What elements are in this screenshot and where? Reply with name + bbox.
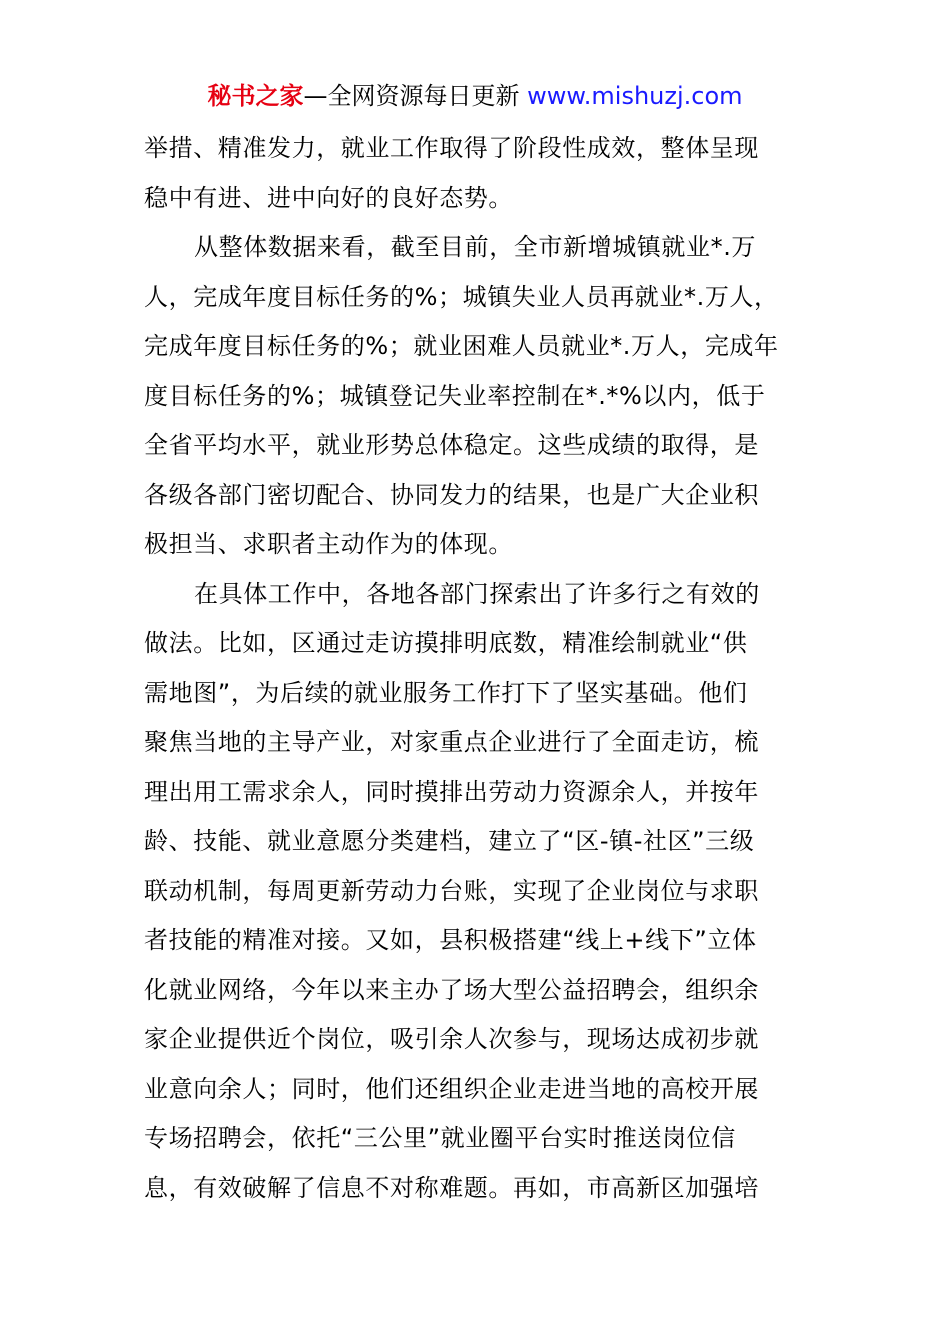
text-line: 理出用工需求余人，同时摸排出劳动力资源余人，并按年 bbox=[144, 777, 759, 806]
text-line: 需地图”，为后续的就业服务工作打下了坚实基础。他们 bbox=[144, 678, 748, 707]
text-line: 各级各部门密切配合、协同发力的结果，也是广大企业积 bbox=[144, 480, 759, 509]
text-line: 化就业网络，今年以来主办了场大型公益招聘会，组织余 bbox=[144, 975, 759, 1004]
text-line: 家企业提供近个岗位，吸引余人次参与，现场达成初步就 bbox=[144, 1025, 759, 1053]
text-line: 龄、技能、就业意愿分类建档，建立了“区-镇-社区”三级 bbox=[144, 827, 755, 855]
text-line: 息，有效破解了信息不对称难题。再如，市高新区加强培 bbox=[144, 1173, 759, 1202]
text-line: 人，完成年度目标任务的%；城镇失业人员再就业*.万人， bbox=[144, 282, 779, 311]
site-slogan: —全网资源每日更新 bbox=[303, 82, 528, 110]
site-header bbox=[0, 80, 950, 112]
text-line: 业意向余人；同时，他们还组织企业走进当地的高校开展 bbox=[144, 1074, 759, 1103]
paragraph-start-line: 从整体数据来看，截至目前，全市新增城镇就业*.万 bbox=[194, 233, 757, 261]
paragraph-start-line: 在具体工作中，各地各部门探索出了许多行之有效的 bbox=[194, 579, 760, 608]
text-line: 做法。比如，区通过走访摸排明底数，精准绘制就业“供 bbox=[144, 629, 748, 657]
text-line: 者技能的精准对接。又如，县积极搭建“线上+线下”立体 bbox=[144, 926, 757, 954]
text-line: 完成年度目标任务的%；就业困难人员就业*.万人，完成年 bbox=[144, 332, 779, 360]
text-line: 专场招聘会，依托“三公里”就业圈平台实时推送岗位信 bbox=[144, 1124, 736, 1152]
site-url-link[interactable]: www.mishuzj.com bbox=[527, 82, 743, 110]
text-line: 度目标任务的%；城镇登记失业率控制在*.*%以内，低于 bbox=[144, 381, 766, 410]
text-line: 稳中有进、进中向好的良好态势。 bbox=[144, 183, 513, 212]
text-line: 举措、精准发力，就业工作取得了阶段性成效，整体呈现 bbox=[144, 134, 759, 162]
document-body bbox=[144, 124, 806, 1213]
text-line: 联动机制，每周更新劳动力台账，实现了企业岗位与求职 bbox=[144, 876, 759, 905]
text-line: 极担当、求职者主动作为的体现。 bbox=[144, 530, 513, 558]
site-brand: 秘书之家 bbox=[207, 82, 304, 110]
text-line: 全省平均水平，就业形势总体稳定。这些成绩的取得，是 bbox=[144, 431, 759, 459]
text-line: 聚焦当地的主导产业，对家重点企业进行了全面走访，梳 bbox=[144, 728, 759, 756]
